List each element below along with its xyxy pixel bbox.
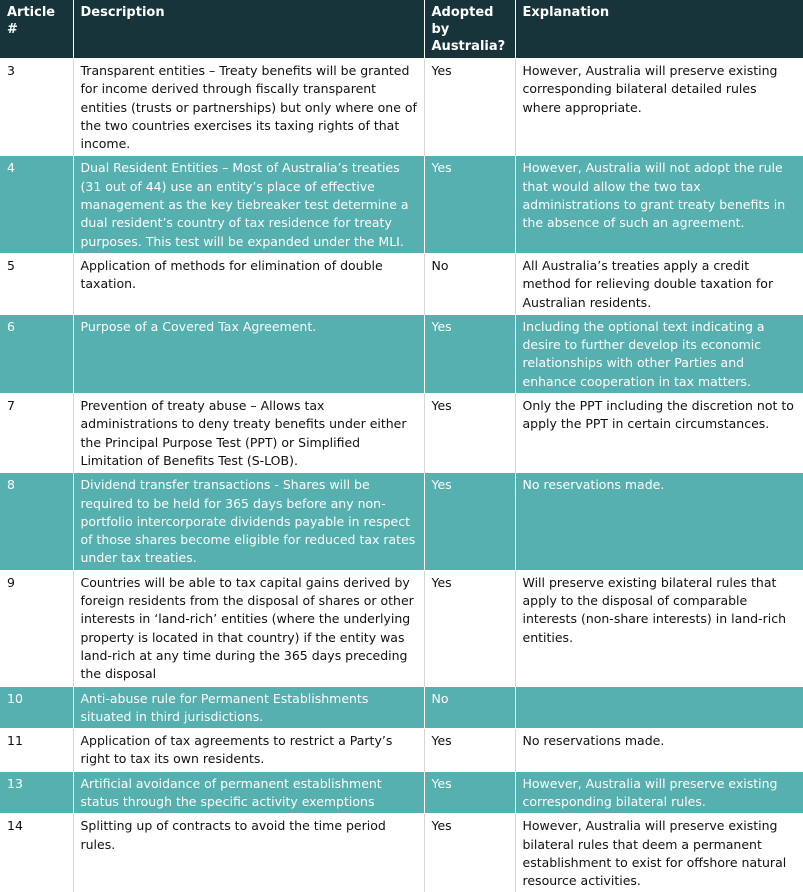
table-row xyxy=(0,473,803,570)
adopted-value: Yes xyxy=(424,729,515,772)
article-number: 11 xyxy=(0,729,73,772)
article-explanation: All Australia’s treaties apply a credit method for relieving double taxation for Australian residents. xyxy=(515,253,803,314)
table-row xyxy=(0,686,803,729)
article-explanation: Will preserve existing bilateral rules that apply to the disposal of comparable interests (non-share interests) in land-rich entities. xyxy=(515,570,803,686)
article-explanation xyxy=(515,686,803,729)
adopted-value: No xyxy=(424,253,515,314)
adopted-value: Yes xyxy=(424,59,515,156)
adopted-value: Yes xyxy=(424,314,515,393)
adopted-value: Yes xyxy=(424,814,515,892)
adopted-value: Yes xyxy=(424,394,515,473)
table-header-row xyxy=(0,0,803,59)
adopted-value: Yes xyxy=(424,771,515,814)
article-number: 3 xyxy=(0,59,73,156)
article-number: 5 xyxy=(0,253,73,314)
header-explanation: Explanation xyxy=(515,0,803,59)
article-description: Countries will be able to tax capital gains derived by foreign residents from the disposal of shares or other interests in ‘land-rich’ entities (where the underlying property is located in that country) if the entity was land-rich at any time during the 365 days preceding the disposal xyxy=(73,570,424,686)
article-description: Prevention of treaty abuse – Allows tax administrations to deny treaty benefits under either the Principal Purpose Test (PPT) or Simplified Limitation of Benefits Test (S-LOB). xyxy=(73,394,424,473)
article-number: 4 xyxy=(0,156,73,253)
article-explanation: However, Australia will preserve existing corresponding bilateral rules. xyxy=(515,771,803,814)
article-number: 14 xyxy=(0,814,73,892)
article-number: 10 xyxy=(0,686,73,729)
article-explanation: No reservations made. xyxy=(515,729,803,772)
article-description: Dividend transfer transactions - Shares will be required to be held for 365 days before any non-portfolio intercorporate dividends payable in respect of those shares become eligible for reduced tax rates under tax treaties. xyxy=(73,473,424,570)
table-row xyxy=(0,314,803,393)
adopted-value: Yes xyxy=(424,473,515,570)
article-number: 6 xyxy=(0,314,73,393)
header-description: Description xyxy=(73,0,424,59)
adopted-value: Yes xyxy=(424,156,515,253)
article-description: Artificial avoidance of permanent establishment status through the specific activity exemptions xyxy=(73,771,424,814)
article-description: Application of tax agreements to restrict a Party’s right to tax its own residents. xyxy=(73,729,424,772)
article-description: Transparent entities – Treaty benefits will be granted for income derived through fiscally transparent entities (trusts or partnerships) but only where one of the two countries exercises its taxing rights of that income. xyxy=(73,59,424,156)
article-explanation: No reservations made. xyxy=(515,473,803,570)
article-description: Dual Resident Entities – Most of Australia’s treaties (31 out of 44) use an entity’s place of effective management as the key tiebreaker test determine a dual resident’s country of tax residence for treaty purposes. This test will be expanded under the MLI. xyxy=(73,156,424,253)
table-row xyxy=(0,771,803,814)
table-row xyxy=(0,729,803,772)
article-description: Splitting up of contracts to avoid the time period rules. xyxy=(73,814,424,892)
adopted-value: Yes xyxy=(424,570,515,686)
article-number: 7 xyxy=(0,394,73,473)
article-explanation: Including the optional text indicating a desire to further develop its economic relationships with other Parties and enhance cooperation in tax matters. xyxy=(515,314,803,393)
article-number: 9 xyxy=(0,570,73,686)
article-explanation: However, Australia will preserve existing bilateral rules that deem a permanent establishment to exist for offshore natural resource activities. xyxy=(515,814,803,892)
article-explanation: Only the PPT including the discretion not to apply the PPT in certain circumstances. xyxy=(515,394,803,473)
table-row xyxy=(0,570,803,686)
table-row xyxy=(0,814,803,892)
article-description: Application of methods for elimination of double taxation. xyxy=(73,253,424,314)
article-description: Purpose of a Covered Tax Agreement. xyxy=(73,314,424,393)
article-explanation: However, Australia will not adopt the rule that would allow the two tax administrations to grant treaty benefits in the absence of such an agreement. xyxy=(515,156,803,253)
article-number: 8 xyxy=(0,473,73,570)
header-adopted: Adopted by Australia? xyxy=(424,0,515,59)
header-article: Article # xyxy=(0,0,73,59)
article-description: Anti-abuse rule for Permanent Establishments situated in third jurisdictions. xyxy=(73,686,424,729)
table-row xyxy=(0,253,803,314)
table-row xyxy=(0,59,803,156)
article-number: 13 xyxy=(0,771,73,814)
article-explanation: However, Australia will preserve existing corresponding bilateral detailed rules where appropriate. xyxy=(515,59,803,156)
adopted-value: No xyxy=(424,686,515,729)
table-row xyxy=(0,394,803,473)
table-row xyxy=(0,156,803,253)
